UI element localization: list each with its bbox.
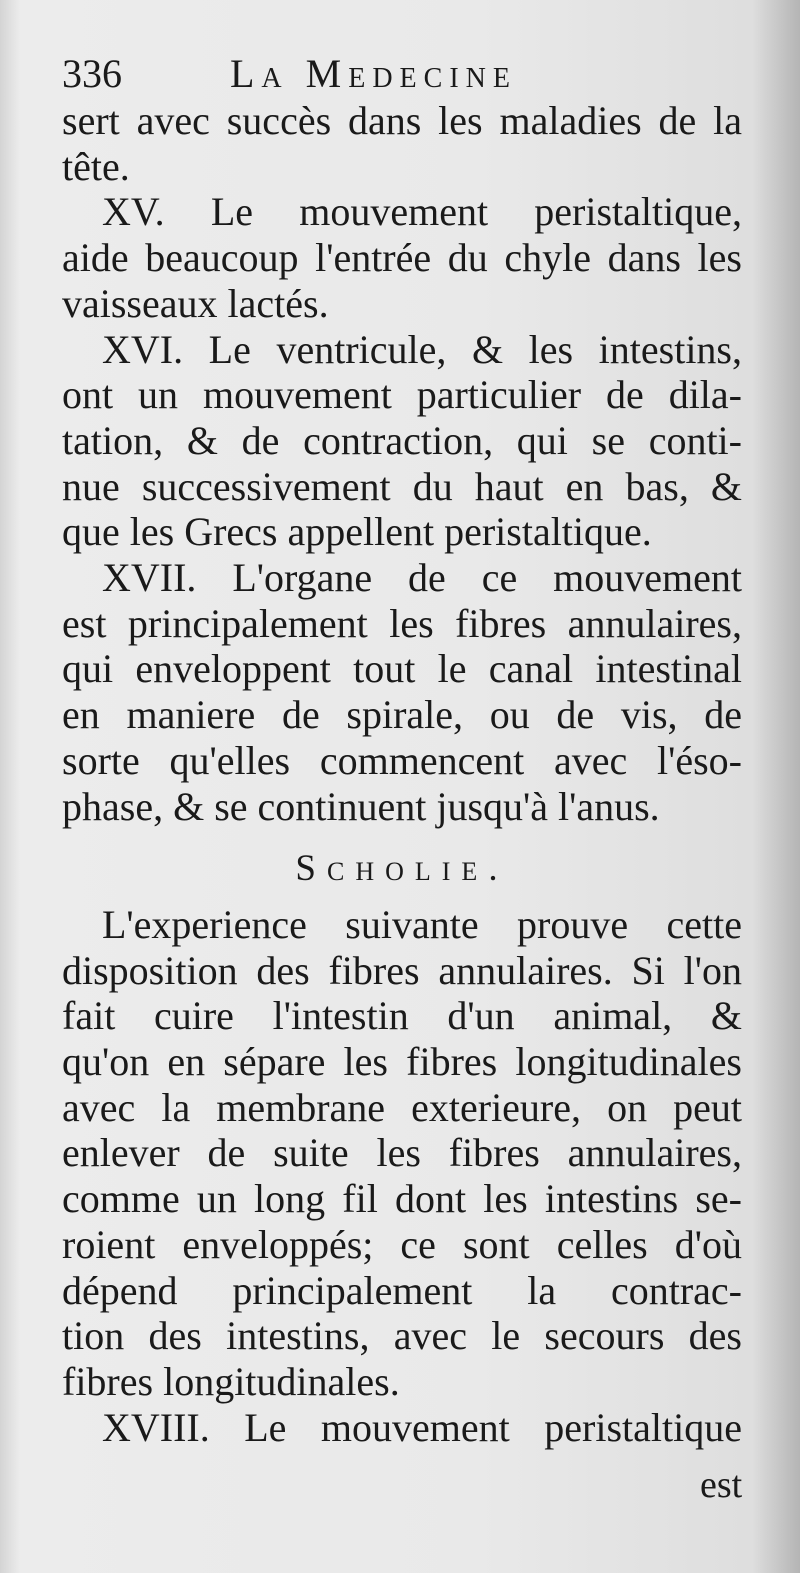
- text-line: en maniere de spirale, ou de vis, de: [62, 692, 742, 738]
- scholie-heading: Scholie.: [295, 848, 509, 890]
- text-line: que les Grecs appellent peristaltique.: [62, 509, 652, 555]
- scholie-line: L'experience suivante prouve cette: [102, 901, 742, 947]
- section-xv-start: XV. Le mouvement peristaltique,: [102, 189, 742, 235]
- scholie-line: enlever de suite les fibres annulaires,: [62, 1130, 742, 1176]
- text-line: sorte qu'elles commencent avec l'éso-: [62, 737, 742, 783]
- scholie-line: fibres longitudinales.: [62, 1358, 400, 1404]
- catchword: est: [700, 1464, 743, 1506]
- page-number: 336: [62, 51, 122, 96]
- page-header: [62, 50, 702, 100]
- text-line: tation, & de contraction, qui se conti-: [62, 417, 742, 463]
- text-line: sert avec succès dans les maladies de la: [62, 98, 742, 143]
- running-title: La Medecine: [230, 51, 517, 96]
- scholie-line: avec la membrane exterieure, on peut: [62, 1084, 742, 1130]
- scholie-line: tion des intestins, avec le secours des: [62, 1313, 742, 1359]
- scholie-line: qu'on en sépare les fibres longitudinales: [62, 1039, 742, 1085]
- scholie-line: disposition des fibres annulaires. Si l'on: [62, 947, 742, 993]
- text-line: vaisseaux lactés.: [62, 280, 329, 326]
- text-line: est principalement les fibres annulaires,: [62, 600, 742, 646]
- scholie-line: roient enveloppés; ce sont celles d'où: [62, 1221, 742, 1267]
- scholie-line: comme un long fil dont les intestins se-: [62, 1176, 742, 1222]
- text-line: nue successivement du haut en bas, &: [62, 463, 742, 509]
- scholie-line: fait cuire l'intestin d'un animal, &: [62, 993, 742, 1039]
- section-xvi-start: XVI. Le ventricule, & les intestins,: [102, 326, 742, 372]
- text-line: phase, & se continuent jusqu'à l'anus.: [62, 783, 660, 829]
- text-line: tête.: [62, 143, 130, 189]
- text-line: qui enveloppent tout le canal intestinal: [62, 646, 742, 692]
- scholie-line: dépend principalement la contrac-: [62, 1267, 742, 1313]
- section-xviii-start: XVIII. Le mouvement peristaltique: [102, 1404, 742, 1450]
- text-line: aide beaucoup l'entrée du chyle dans les: [62, 235, 742, 281]
- section-xvii-start: XVII. L'organe de ce mouvement: [102, 555, 742, 601]
- body-text: [62, 98, 742, 1450]
- text-line: ont un mouvement particulier de dila-: [62, 372, 742, 418]
